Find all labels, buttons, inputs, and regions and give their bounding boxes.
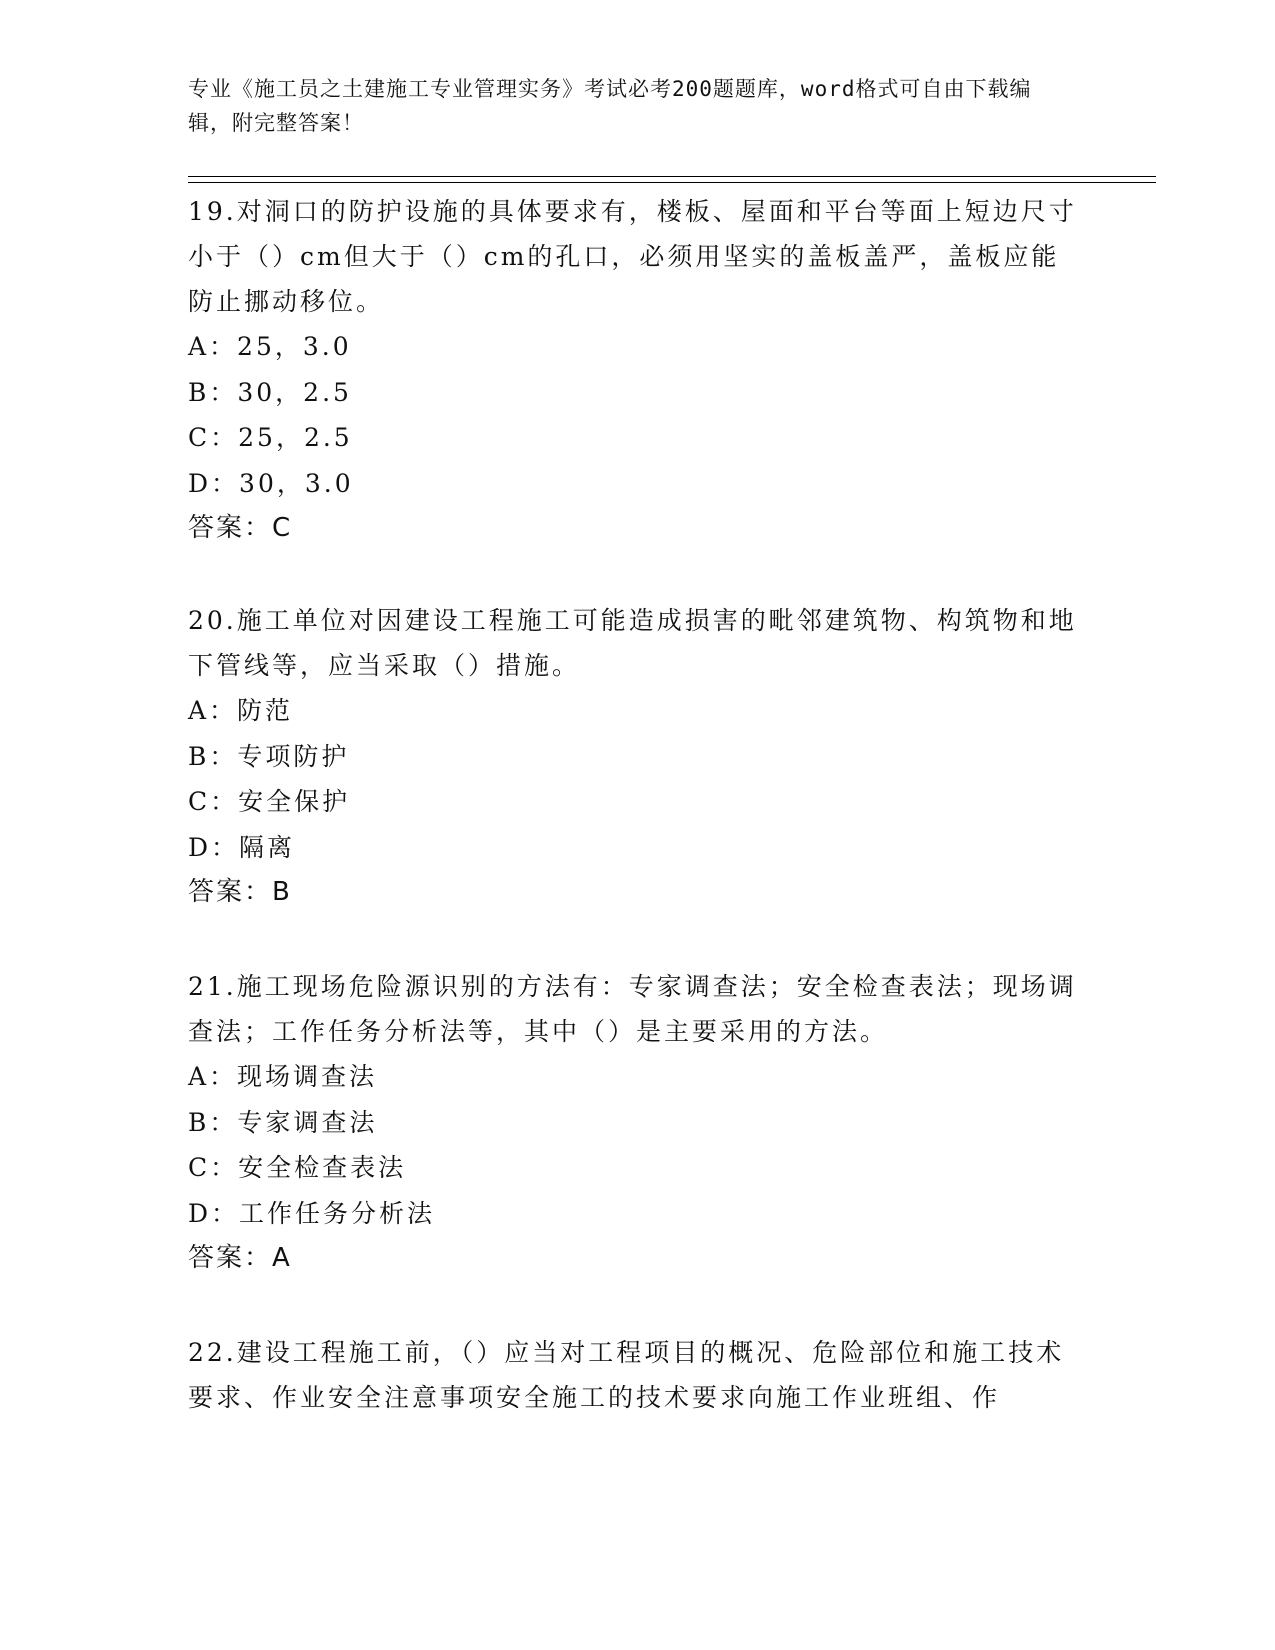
question-stem: 20.施工单位对因建设工程施工可能造成损害的毗邻建筑物、构筑物和地下管线等，应当采取（）措施。	[188, 606, 1077, 680]
option-b: B：专项防护	[188, 741, 350, 771]
option-c: C：安全保护	[188, 787, 351, 817]
option-d: D：隔离	[188, 832, 296, 862]
option-d: D：工作任务分析法	[188, 1198, 436, 1228]
question-stem: 21.施工现场危险源识别的方法有：专家调查法；安全检查表法；现场调查法；工作任务分析法等，其中（）是主要采用的方法。	[188, 972, 1077, 1046]
answer: 答案：C	[188, 513, 293, 544]
option-d: D：30，3.0	[188, 468, 354, 498]
question-22	[188, 1330, 1078, 1420]
question-21	[188, 964, 1078, 1281]
option-a: A：现场调查法	[188, 1062, 378, 1091]
option-c: C：25，2.5	[188, 423, 353, 453]
question-20	[188, 598, 1078, 915]
option-a: A：25，3.0	[188, 332, 352, 361]
header-divider-top	[188, 176, 1156, 177]
header-divider-bottom	[188, 182, 1156, 183]
answer: 答案：A	[188, 1243, 292, 1274]
document-header: 专业《施工员之土建施工专业管理实务》考试必考200题题库，word格式可自由下载编辑，附完整答案！	[188, 77, 1032, 135]
option-a: A：防范	[188, 696, 294, 725]
question-stem: 19.对洞口的防护设施的具体要求有，楼板、屋面和平台等面上短边尺寸小于（）cm但大于（）cm的孔口，必须用坚实的盖板盖严，盖板应能防止挪动移位。	[188, 197, 1077, 316]
question-19	[188, 189, 1078, 551]
question-stem: 22.建设工程施工前，（）应当对工程项目的概况、危险部位和施工技术要求、作业安全注意事项安全施工的技术要求向施工作业班组、作	[188, 1338, 1065, 1412]
option-b: B：30，2.5	[188, 377, 352, 407]
option-b: B：专家调查法	[188, 1107, 378, 1137]
option-c: C：安全检查表法	[188, 1153, 407, 1183]
answer: 答案：B	[188, 877, 292, 908]
